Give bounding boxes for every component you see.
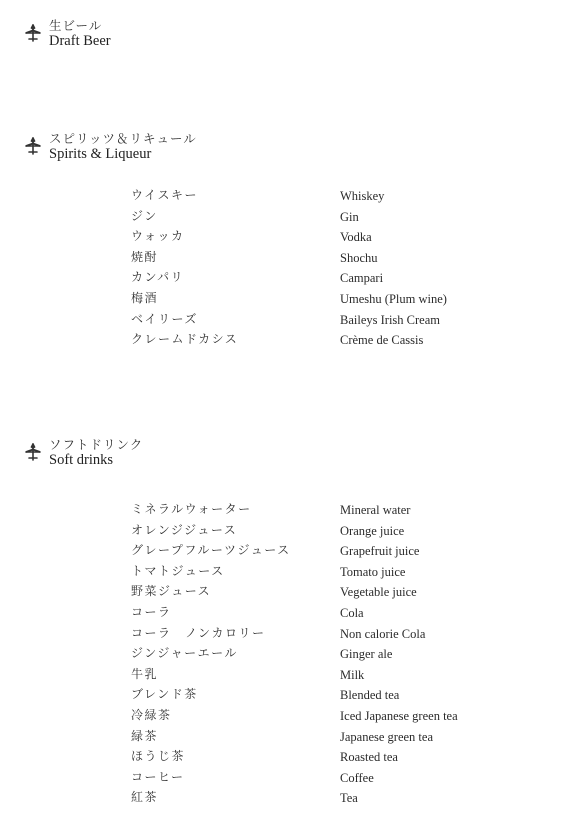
item-name-jp: ブレンド茶 [131,687,198,702]
section-title-jp: スピリッツ＆リキュール [49,131,197,146]
item-name-en: Non calorie Cola [340,626,426,641]
item-name-en: Grapefruit juice [340,544,420,559]
item-name-jp: 梅酒 [131,290,159,305]
item-name-en: Ginger ale [340,647,393,662]
item-name-en: Blended tea [340,688,400,703]
item-name-jp: トマトジュース [131,563,225,578]
item-name-jp: 紅茶 [131,790,159,805]
item-name-en: Crème de Cassis [340,333,424,348]
item-name-jp: 冷緑茶 [131,707,172,722]
item-name-jp: ベイリーズ [131,311,198,326]
item-name-en: Vegetable juice [340,585,417,600]
item-name-jp: コーラ ノンカロリー [131,625,266,640]
item-name-en: Roasted tea [340,750,398,765]
item-name-en: Cola [340,605,364,620]
item-name-jp: コーヒー [131,769,185,784]
airplane-icon [24,443,42,461]
item-name-en: Tea [340,791,358,806]
item-name-jp: ウイスキー [131,188,199,202]
airplane-icon [24,24,42,42]
item-name-en: Milk [340,667,365,682]
item-name-jp: 野菜ジュース [131,584,212,599]
item-name-jp: コーラ [131,604,172,619]
item-name-en: Iced Japanese green tea [340,708,458,723]
item-name-jp: 牛乳 [131,666,159,681]
item-name-jp: ほうじ茶 [131,749,186,764]
section-title-jp: 生ビール [49,18,103,33]
item-name-en: Gin [340,209,359,224]
item-name-jp: オレンジジュース [131,522,238,537]
item-name-jp: グレープフルーツジュース [131,543,291,558]
item-name-jp: ジンジャーエール [131,646,238,661]
item-name-en: Umeshu (Plum wine) [340,291,447,306]
item-name-jp: 焼酎 [131,249,159,264]
item-name-en: Campari [340,271,384,286]
item-name-en: Mineral water [340,503,411,517]
item-name-en: Shochu [340,250,378,265]
item-name-en: Japanese green tea [340,729,433,744]
item-name-jp: カンパリ [131,270,185,285]
item-name-jp: 緑茶 [131,728,159,743]
section-title-en: Spirits & Liqueur [49,146,152,162]
item-name-en: Orange juice [340,523,405,538]
item-name-en: Whiskey [340,189,385,203]
section-title-en: Soft drinks [49,452,114,468]
item-name-jp: ウォッカ [131,229,185,244]
item-name-en: Tomato juice [340,564,406,579]
item-name-en: Vodka [340,230,372,245]
item-name-jp: ジン [131,208,158,223]
item-name-jp: ミネラルウォーター [131,502,252,516]
item-name-jp: クレームドカシス [131,332,239,347]
item-name-en: Baileys Irish Cream [340,312,440,327]
item-name-en: Coffee [340,770,374,785]
airplane-icon [24,137,42,155]
section-title-jp: ソフトドリンク [49,437,144,452]
section-title-en: Draft Beer [49,33,111,49]
